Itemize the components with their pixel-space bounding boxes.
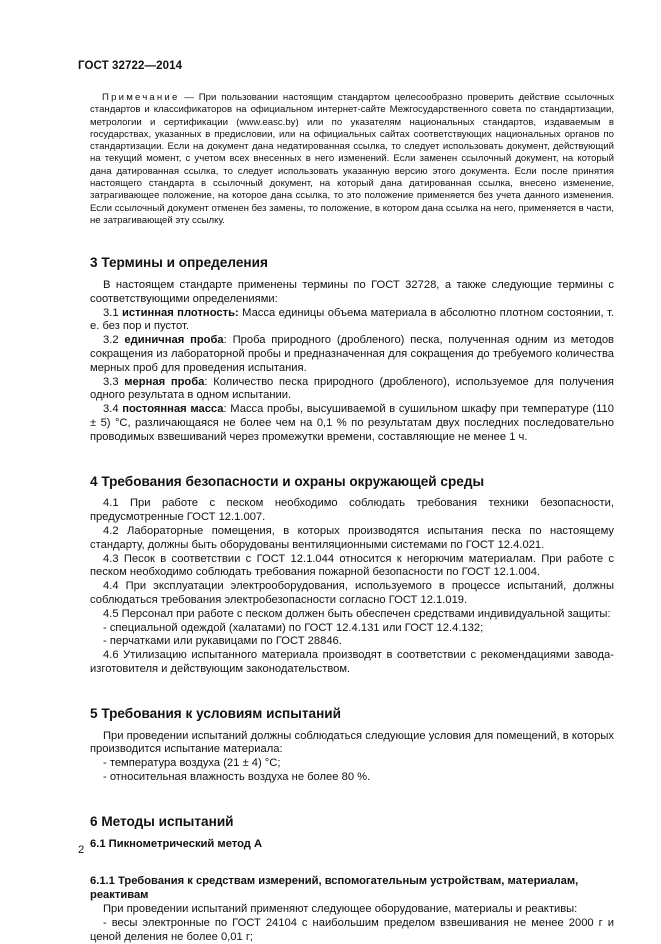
term-number: 3.3 [103, 375, 125, 388]
term-definition: Масса единицы объема материала в абсолютно плотном состоянии, т. е. без пор и пустот. [90, 306, 614, 333]
term-name: мерная проба [124, 375, 205, 388]
list-item: - температура воздуха (21 ± 4) °С; [103, 757, 281, 770]
term-3-4 [90, 403, 614, 444]
list-item: - весы электронные по ГОСТ 24104 с наибольшим пределом взвешивания не менее 2000 г и ценой деления не более 0,01 г; [90, 916, 614, 943]
term-3-1 [90, 307, 614, 335]
section-5-text: При проведении испытаний должны соблюдаться следующие условия для помещений, в которых производится испытание материала: [90, 729, 614, 756]
term-3-2 [90, 334, 614, 375]
section-3-intro: В настоящем стандарте применены термины по ГОСТ 32728, а также следующие термины с соответствующими определениями: [90, 279, 614, 305]
section-4-title: 4 Требования безопасности и охраны окружающей среды [90, 473, 485, 489]
document-body [90, 92, 614, 944]
subsection-6-1-title: 6.1 Пикнометрический метод А [90, 837, 263, 850]
clause-4-2: 4.2 Лабораторные помещения, в которых производятся испытания песка по настоящему стандарту, должны быть оборудованы вентиляционными системами по ГОСТ 12.4.021. [90, 525, 614, 551]
section-5-title: 5 Требования к условиям испытаний [90, 705, 341, 721]
term-name: единичная проба [124, 334, 224, 347]
section-6-title: 6 Методы испытаний [90, 813, 234, 829]
list-item: - специальной одеждой (халатами) по ГОСТ 12.4.131 или ГОСТ 12.4.132; [103, 621, 484, 634]
term-number: 3.1 [103, 306, 123, 319]
list-item: - перчатками или рукавицами по ГОСТ 28846. [103, 635, 342, 648]
subsection-6-1-1-title: 6.1.1 Требования к средствам измерений, вспомогательным устройствам, материалам, реактивам [90, 875, 579, 902]
term-number: 3.4 [103, 403, 123, 416]
term-number: 3.2 [103, 334, 125, 347]
list-item: - относительная влажность воздуха не более 80 %. [103, 770, 371, 783]
clause-4-4: 4.4 При эксплуатации электрооборудования, используемого в процессе испытаний, должны соблюдаться требования электробезопасности согласно ГОСТ 12.1.019. [90, 580, 614, 606]
note-label: Примечание [102, 92, 180, 103]
term-definition: : Количество песка природного (дробленого), используемое для получения одного результата в одном испытании. [90, 375, 614, 402]
document-header: ГОСТ 32722—2014 [78, 60, 183, 72]
term-definition: : Масса пробы, высушиваемой в сушильном шкафу при температуре (110 ± 5) °С, различающаяся не более чем на 0,1 % по результатам двух последних последовательно проводимых взвешиваний через промежутки времени, составляющие не менее 1 ч. [90, 403, 614, 443]
term-name: истинная плотность: [122, 306, 239, 319]
note-text: — При пользовании настоящим стандартом целесообразно проверить действие ссылочных стандартов и классификаторов на официальном интернет-сайте Межгосударственного совета по стандартизации, метрологии и сертификации (www.easc.by) или по указателям национальных стандартов, издаваемым в государствах, указанных в предисловии, или на официальных сайтах соответствующих национальных органов по стандартизации. Если на документ дана недатированная ссылка, то следует использовать документ, действующий на текущий момент, с учетом всех внесенных в него изменений. Если заменен ссылочный документ, на который дана датированная ссылка, то следует использовать указанную версию этого документа. Если после принятия настоящего стандарта в ссылочный документ, на который дана датированная ссылка, внесено изменение, затрагивающее положение, на которое дана ссылка, то это положение применяется без учета данного изменения. Если ссылочный документ отменен без замены, то положение, в котором дана ссылка на него, применяется в части, не затрагивающей эту ссылку. [90, 92, 614, 226]
clause-4-5: 4.5 Персонал при работе с песком должен быть обеспечен средствами индивидуальной защиты: [103, 607, 611, 620]
clause-4-6: 4.6 Утилизацию испытанного материала производят в соответствии с рекомендациями завода-изготовителя и действующим законодательством. [90, 649, 614, 675]
term-definition: : Проба природного (дробленого) песка, полученная одним из методов сокращения из лабораторной пробы и предназначенная для сокращения до требуемого количества мерных проб для проведения испытания. [90, 334, 614, 374]
clause-4-1: 4.1 При работе с песком необходимо соблюдать требования техники безопасности, предусмотренные ГОСТ 12.1.007. [90, 497, 614, 524]
section-6-text: При проведении испытаний применяют следующее оборудование, материалы и реактивы: [103, 902, 578, 915]
reference-note [90, 92, 614, 227]
clause-4-3: 4.3 Песок в соответствии с ГОСТ 12.1.044 относится к негорючим материалам. При работе с песком необходимо соблюдать требования пожарной безопасности по ГОСТ 12.1.004. [90, 552, 614, 579]
term-3-3 [90, 376, 614, 404]
term-name: постоянная масса [122, 403, 224, 416]
section-3-title: 3 Термины и определения [90, 255, 268, 271]
page-number: 2 [78, 844, 85, 856]
